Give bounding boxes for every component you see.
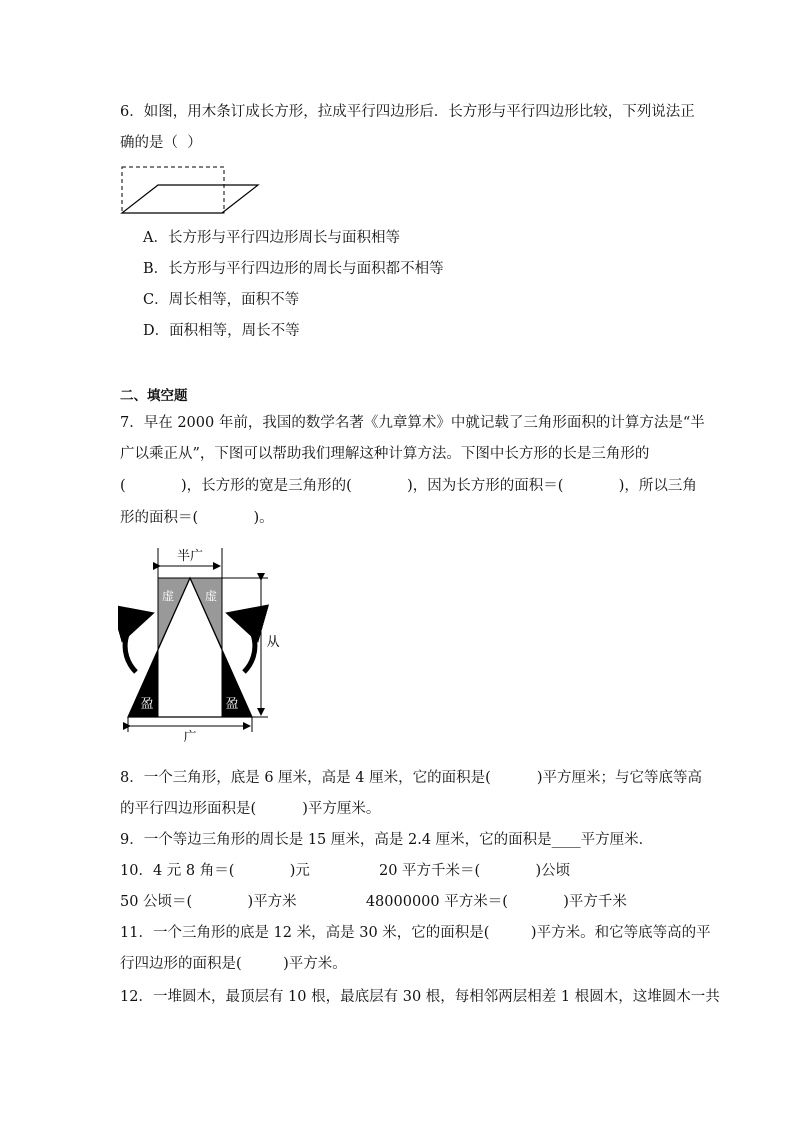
fill-label-left: 盈 (140, 697, 154, 712)
base-label: 广 (183, 730, 197, 742)
q6-option-b: B．长方形与平行四边形的周长与面积都不相等 (143, 261, 444, 277)
q6-figure (118, 163, 263, 218)
half-base-label: 半广 (176, 549, 204, 564)
q10-text-line2: 50 公顷＝( )平方米 48000000 平方米＝( )平方千米 (120, 894, 627, 910)
section-title: 二、填空题 (120, 388, 188, 404)
height-label: 从 (266, 635, 280, 650)
q7-figure (118, 542, 288, 742)
q11-text-line1: 11．一个三角形的底是 12 米，高是 30 米，它的面积是( )平方米。和它等底等高的平 (120, 925, 711, 941)
q9-text: 9．一个等边三角形的周长是 15 厘米，高是 2.4 厘米，它的面积是____平方厘米． (120, 832, 654, 848)
q7-text-line4: 形的面积＝( )。 (120, 510, 274, 526)
q6-option-c: C．周长相等，面积不等 (143, 292, 300, 308)
curved-arrow-left-icon (125, 614, 150, 672)
q12-text: 12．一堆圆木，最顶层有 10 根，最底层有 30 根，每相邻两层相差 1 根圆木，这堆圆木一共 (120, 989, 720, 1005)
q11-text-line2: 行四边形的面积是( )平方米。 (120, 956, 347, 972)
parallelogram (122, 185, 258, 213)
q7-text-line1: 7．早在 2000 年前，我国的数学名著《九章算术》中就记载了三角形面积的计算方法是“半 (120, 415, 705, 431)
q10-text-line1: 10．4 元 8 角＝( )元 20 平方千米＝( )公顷 (120, 863, 571, 879)
q7-text-line3: ( )，长方形的宽是三角形的( )，因为长方形的面积＝( )，所以三角 (120, 478, 697, 494)
q6-text-line1: 6．如图，用木条订成长方形，拉成平行四边形后．长方形与平行四边形比较，下列说法正 (120, 104, 695, 120)
q7-text-line2: 广以乘正从”，下图可以帮助我们理解这种计算方法。下图中长方形的长是三角形的 (120, 446, 650, 462)
q6-option-a: A．长方形与平行四边形周长与面积相等 (143, 230, 400, 246)
q8-text-line1: 8．一个三角形，底是 6 厘米，高是 4 厘米，它的面积是( )平方厘米；与它等底等高 (120, 770, 703, 786)
q8-text-line2: 的平行四边形面积是( )平方厘米。 (120, 801, 381, 817)
q6-option-d: D．面积相等，周长不等 (143, 323, 300, 339)
q6-text-line2: 确的是（ ） (120, 135, 202, 151)
fill-label-right: 盈 (225, 697, 239, 712)
void-label-right: 虚 (204, 589, 218, 603)
curved-arrow-right-icon (230, 614, 255, 672)
void-label-left: 虚 (161, 589, 175, 603)
dashed-rectangle (122, 167, 224, 213)
